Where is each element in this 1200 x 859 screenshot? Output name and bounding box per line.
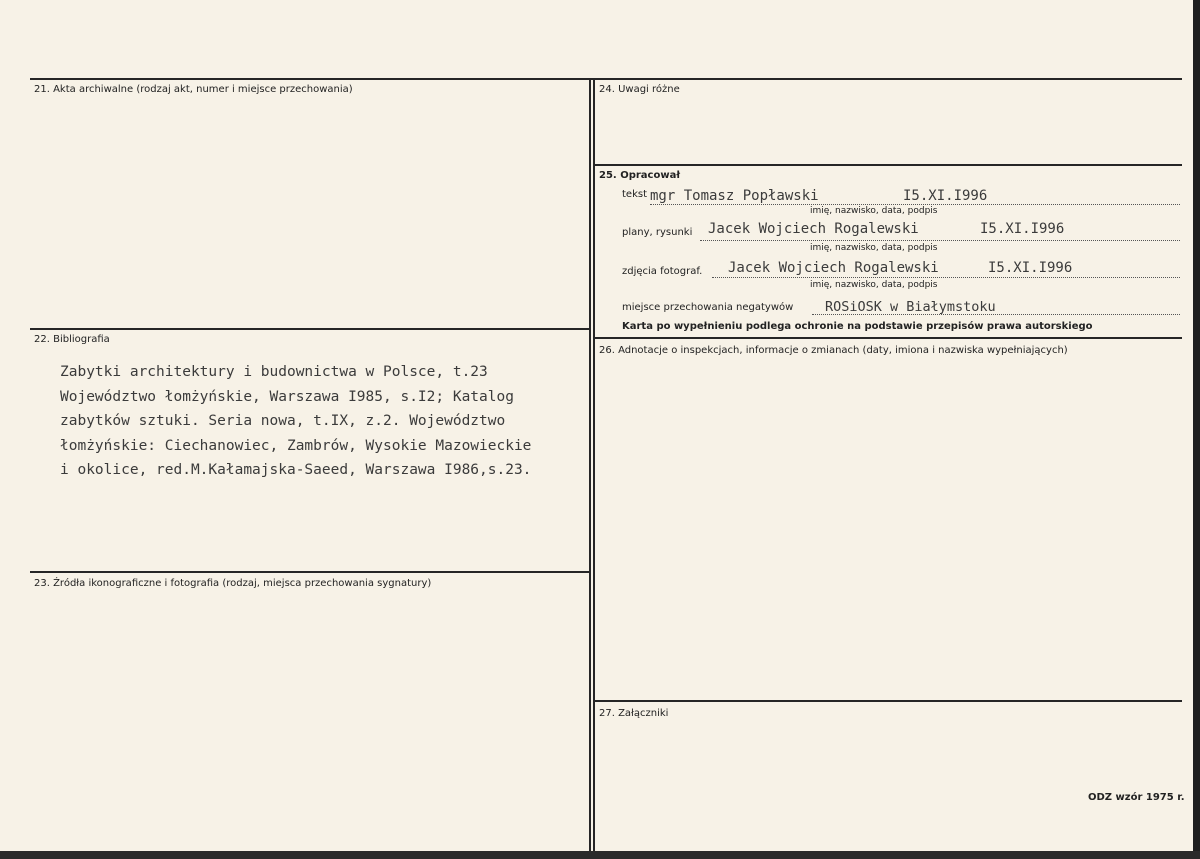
bibliography-line: zabytków sztuki. Seria nowa, t.IX, z.2. Województwo [60, 413, 506, 430]
bibliography-line: Zabytki architektury i budownictwa w Polsce, t.23 [60, 364, 488, 380]
text-author-caption: imię, nazwisko, data, podpis [810, 206, 938, 216]
top-rule [30, 78, 1182, 80]
photos-date: I5.XI.I996 [988, 260, 1073, 276]
photos-dotline [712, 277, 1180, 278]
card-edge-right [1193, 0, 1200, 859]
rule-22 [30, 328, 590, 330]
section-24-label: 24. Uwagi różne [599, 84, 680, 95]
plans-dotline [700, 240, 1180, 241]
form-identifier: ODZ wzór 1975 r. [1088, 792, 1185, 803]
text-author-label: tekst [622, 189, 647, 200]
section-23-label: 23. Źródła ikonograficzne i fotografia (rodzaj, miejsca przechowania sygnatury) [34, 578, 432, 589]
negatives-label: miejsce przechowania negatywów [622, 302, 794, 313]
text-author-date: I5.XI.I996 [903, 188, 988, 204]
photos-value: Jacek Wojciech Rogalewski [728, 260, 939, 276]
bibliography-line: Województwo łomżyńskie, Warszawa I985, s.I2; Katalog [60, 388, 514, 405]
section-27-label: 27. Załączniki [599, 708, 669, 719]
plans-value: Jacek Wojciech Rogalewski [708, 221, 919, 237]
negatives-dotline [812, 314, 1180, 315]
section-25-label: 25. Opracował [599, 170, 681, 181]
bibliography-line: łomżyńskie: Ciechanowiec, Zambrów, Wysokie Mazowieckie [60, 437, 532, 454]
section-26-label: 26. Adnotacje o inspekcjach, informacje o zmianach (daty, imiona i nazwiska wypełniających) [599, 345, 1068, 356]
copyright-note: Karta po wypełnieniu podlega ochronie na podstawie przepisów prawa autorskiego [622, 321, 1093, 332]
text-author-value: mgr Tomasz Popławski [650, 188, 819, 204]
bibliography-text [60, 360, 595, 483]
plans-label: plany, rysunki [622, 227, 693, 238]
photos-label: zdjęcia fotograf. [622, 266, 703, 277]
rule-27 [594, 700, 1182, 702]
rule-26 [594, 337, 1182, 339]
card-edge-bottom [0, 851, 1200, 859]
plans-date: I5.XI.I996 [980, 221, 1065, 237]
rule-23 [30, 571, 590, 573]
section-22-label: 22. Bibliografia [34, 334, 110, 345]
plans-caption: imię, nazwisko, data, podpis [810, 243, 938, 253]
text-author-dotline [650, 204, 1180, 205]
negatives-value: ROSiOSK w Białymstoku [825, 299, 996, 315]
bibliography-line: i okolice, red.M.Kałamajska-Saeed, Warszawa I986,s.23. [60, 462, 532, 479]
photos-caption: imię, nazwisko, data, podpis [810, 280, 938, 290]
section-21-label: 21. Akta archiwalne (rodzaj akt, numer i miejsce przechowania) [34, 84, 353, 95]
rule-25 [594, 164, 1182, 166]
